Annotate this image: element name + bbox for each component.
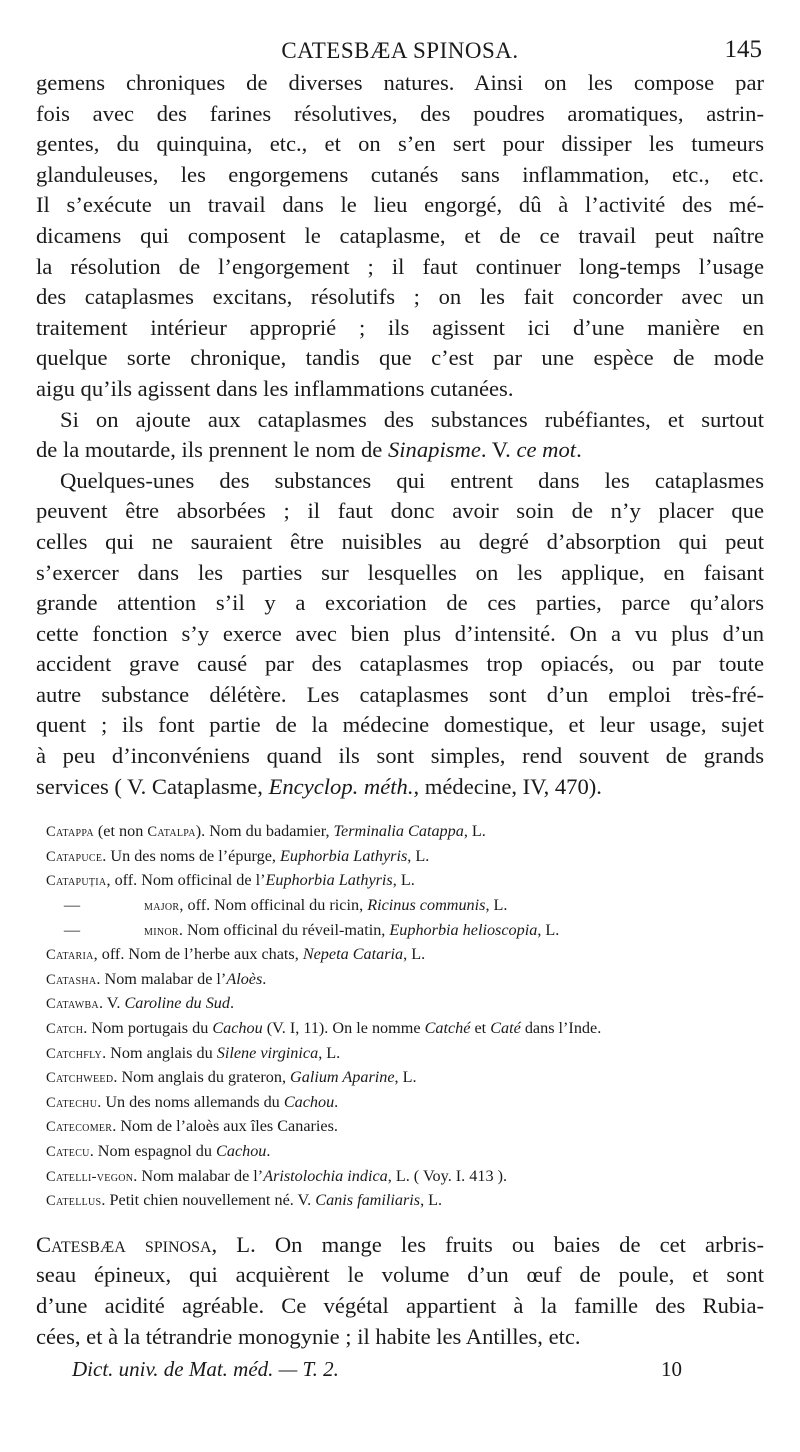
text-run: . xyxy=(334,1092,339,1111)
text-run: . Nom de l’aloès aux îles Canaries. xyxy=(112,1117,338,1136)
entry-headword: Catchfly xyxy=(46,1045,103,1062)
running-head xyxy=(36,34,764,68)
text-line: quent ; ils font partie de la médecine domestique, et leur usage, sujet xyxy=(36,712,764,738)
entry-headword: Catch xyxy=(46,1021,84,1037)
entry-catasha xyxy=(46,968,764,993)
text-run: . Petit chien nouvellement né. V. xyxy=(101,1191,316,1210)
entry-catapuția xyxy=(46,869,764,894)
text-run: , L. xyxy=(407,846,430,865)
text-run: , médecine, IV, 470). xyxy=(413,773,602,799)
text-run: de la moutarde, ils prennent le nom de xyxy=(36,437,388,463)
text-run: . Nom espagnol du xyxy=(89,1141,217,1160)
entry-catappa xyxy=(46,820,764,845)
italic-term: Silene virginica xyxy=(216,1043,319,1062)
text-run: , off. Nom officinal du ricin, xyxy=(179,896,368,915)
text-line: Si on ajoute aux cataplasmes des substances rubéfiantes, et surtout xyxy=(60,406,764,432)
text-run: , L. On mange les fruits ou baies de cet arbris- xyxy=(211,1231,764,1257)
italic-term: Catché xyxy=(424,1019,471,1037)
text-run: . Un des noms de l’épurge, xyxy=(102,846,281,865)
paragraph-continuation xyxy=(36,68,764,405)
text-line: accident grave causé par des cataplasmes trop opiacés, ou par toute xyxy=(36,651,764,677)
text-line: s’exercer dans les parties sur lesquelles on les applique, en faisant xyxy=(36,559,764,585)
text-line: des cataplasmes excitans, résolutifs ; on les fait concorder avec un xyxy=(36,284,764,310)
italic-term: Terminalia Catappa xyxy=(333,822,464,841)
running-title: CATESBÆA SPINOSA. xyxy=(281,38,519,63)
text-run: . Nom portugais du xyxy=(83,1019,213,1037)
text-line xyxy=(36,435,764,466)
page-number: 145 xyxy=(724,36,762,63)
entry-cataria xyxy=(46,943,764,968)
entry-headword: Catappa xyxy=(46,824,94,841)
entry-catapuția-minor xyxy=(46,919,764,944)
entry-catchfly xyxy=(46,1042,764,1067)
italic-term: Caté xyxy=(490,1019,521,1037)
text-run: , L. xyxy=(485,896,508,915)
italic-term: Canis familiaris xyxy=(315,1191,421,1210)
ditto-dash: — xyxy=(63,896,81,915)
text-run: et xyxy=(470,1019,491,1037)
italic-term: Sinapisme xyxy=(387,437,481,463)
entry-headword: Catesbæa spinosa xyxy=(36,1231,212,1257)
text-line: Quelques-unes des substances qui entrent dans les cataplasmes xyxy=(60,467,764,493)
italic-term: Ricinus communis xyxy=(367,896,486,915)
ditto-dash: — xyxy=(63,920,81,939)
text-line: glanduleuses, les engorgemens cutanés sans inflammation, etc., etc. xyxy=(36,161,764,187)
entry-catechu xyxy=(46,1091,764,1116)
text-run: , L. xyxy=(392,871,415,890)
entry-headword: Catechu xyxy=(46,1094,98,1111)
text-run: , L. xyxy=(420,1191,443,1210)
text-run: , L. xyxy=(537,920,560,939)
entry-headword: Catapuția xyxy=(46,873,107,890)
entry-headword: Catellus xyxy=(46,1193,102,1210)
text-line xyxy=(36,772,764,803)
text-line: autre substance délétère. Les cataplasmes sont d’un emploi très-fré- xyxy=(36,681,764,707)
text-line: aigu qu’ils agissent dans les inflammations cutanées. xyxy=(36,375,514,401)
text-run: ). Nom du badamier, xyxy=(195,822,334,841)
entry-headword: Catchweed xyxy=(46,1070,114,1087)
italic-term: Cachou xyxy=(212,1019,263,1037)
text-run: . Nom malabar de l’ xyxy=(96,969,227,988)
text-run: . xyxy=(266,1141,271,1160)
text-run: , L. ( Voy. I. 413 ). xyxy=(387,1166,508,1185)
text-line: dicamens qui composent le cataplasme, et de ce travail peut naître xyxy=(36,222,764,248)
italic-term: Caroline du Sud xyxy=(124,994,230,1013)
text-run: , off. Nom officinal de l’ xyxy=(106,871,266,890)
paragraph-absorption xyxy=(36,466,764,803)
entry-catecomer xyxy=(46,1115,764,1140)
entry-headword: Cataria xyxy=(46,947,94,964)
text-line: Il s’exécute un travail dans le lieu engorgé, dû à l’activité des mé- xyxy=(36,192,764,218)
text-line xyxy=(36,1230,764,1261)
text-line: traitement intérieur approprié ; ils agissent ici d’une manière en xyxy=(36,314,764,340)
entry-catecu xyxy=(46,1140,764,1165)
entry-catchweed xyxy=(46,1066,764,1091)
entry-headword: Catelli-vegon xyxy=(46,1168,134,1185)
italic-term: Euphorbia Lathyris xyxy=(265,871,393,890)
italic-term: Euphorbia Lathyris xyxy=(280,846,408,865)
text-run: , L. xyxy=(318,1043,341,1062)
text-run: services ( V. Cataplasme, xyxy=(36,773,269,799)
italic-term: Cachou xyxy=(283,1092,335,1111)
entry-headword: minor xyxy=(144,922,179,939)
italic-term: Cachou xyxy=(216,1141,267,1160)
entry-catellus xyxy=(46,1189,764,1214)
text-line: gemens chroniques de diverses natures. Ainsi on les compose par xyxy=(36,70,764,95)
text-run: . V. xyxy=(98,994,125,1013)
entry-headword: major xyxy=(144,898,180,915)
text-line: celles qui ne sauraient être nuisibles au degré d’absorption qui peut xyxy=(36,528,764,554)
dictionary-entries xyxy=(46,820,764,1214)
text-run: , L. xyxy=(403,945,426,964)
text-run: . Nom anglais du xyxy=(102,1043,217,1062)
entry-headword: Catecu xyxy=(46,1143,90,1160)
italic-term: Aristolochia indica xyxy=(263,1166,388,1185)
text-line: à peu d’inconvéniens quand ils sont simples, rend souvent de grands xyxy=(36,743,764,769)
text-run: . Nom officinal du réveil-matin, xyxy=(178,920,390,939)
text-line: seau épineux, qui acquièrent le volume d’un œuf de poule, et sont xyxy=(36,1262,764,1288)
italic-term: Encyclop. méth. xyxy=(268,773,414,799)
italic-term: Aloès xyxy=(226,969,263,988)
text-run: (et non xyxy=(93,822,148,841)
sheet-number: 10 xyxy=(661,1357,682,1381)
text-run: . xyxy=(576,437,582,463)
text-run: , L. xyxy=(463,822,486,841)
text-line: gentes, du quinquina, etc., et on s’en sert pour dissiper les tumeurs xyxy=(36,131,764,157)
text-line: la résolution de l’engorgement ; il faut continuer long-temps l’usage xyxy=(36,253,764,279)
text-run: . V. xyxy=(480,437,517,463)
italic-term: Euphorbia helioscopia xyxy=(389,920,538,939)
entry-catesbaea-spinosa xyxy=(36,1230,764,1352)
entry-headword: Catecomer xyxy=(46,1119,113,1136)
text-run: (V. I, 11). On le nomme xyxy=(262,1019,425,1037)
text-run: dans l’Inde. xyxy=(520,1019,602,1037)
paragraph-sinapisme xyxy=(36,405,764,466)
entry-headword: Catawba xyxy=(46,996,99,1013)
text-line: cées, et à la tétrandrie monogynie ; il habite les Antilles, etc. xyxy=(36,1323,581,1349)
text-line: quelque sorte chronique, tandis que c’est par une espèce de mode xyxy=(36,345,764,371)
text-line: d’une acidité agréable. Ce végétal appartient à la famille des Rubia- xyxy=(36,1292,764,1318)
text-run: . xyxy=(229,994,235,1013)
entry-headword: Catapuce xyxy=(46,848,103,865)
italic-term: Galium Aparine xyxy=(290,1068,395,1087)
text-line: fois avec des farines résolutives, des poudres aromatiques, astrin- xyxy=(36,100,764,126)
text-run: . Nom malabar de l’ xyxy=(133,1166,264,1185)
entry-catawba xyxy=(46,992,764,1017)
text-run: . Un des noms allemands du xyxy=(97,1092,284,1111)
text-run: , off. Nom de l’herbe aux chats, xyxy=(93,945,303,964)
entry-headword: Catalpa xyxy=(147,824,196,841)
entry-catch xyxy=(46,1017,764,1042)
entry-headword: Catasha xyxy=(46,971,97,988)
text-run: , L. xyxy=(394,1068,417,1087)
italic-term: ce mot xyxy=(516,437,577,463)
entry-catapuce xyxy=(46,845,764,870)
entry-catapuția-major xyxy=(46,894,764,919)
text-line: grande attention s’il y a excoriation de ces parties, parce qu’alors xyxy=(36,590,764,616)
text-line: cette fonction s’y exerce avec bien plus d’intensité. On a vu plus d’un xyxy=(36,620,764,646)
page-footer xyxy=(72,1357,682,1382)
text-run: . Nom anglais du grateron, xyxy=(113,1068,291,1087)
text-line: peuvent être absorbées ; il faut donc avoir soin de n’y placer que xyxy=(36,498,764,524)
text-run: . xyxy=(262,969,267,988)
entry-catelli-vegon xyxy=(46,1165,764,1190)
signature-line: Dict. univ. de Mat. méd. — T. 2. xyxy=(72,1357,339,1381)
italic-term: Nepeta Cataria xyxy=(302,945,404,964)
